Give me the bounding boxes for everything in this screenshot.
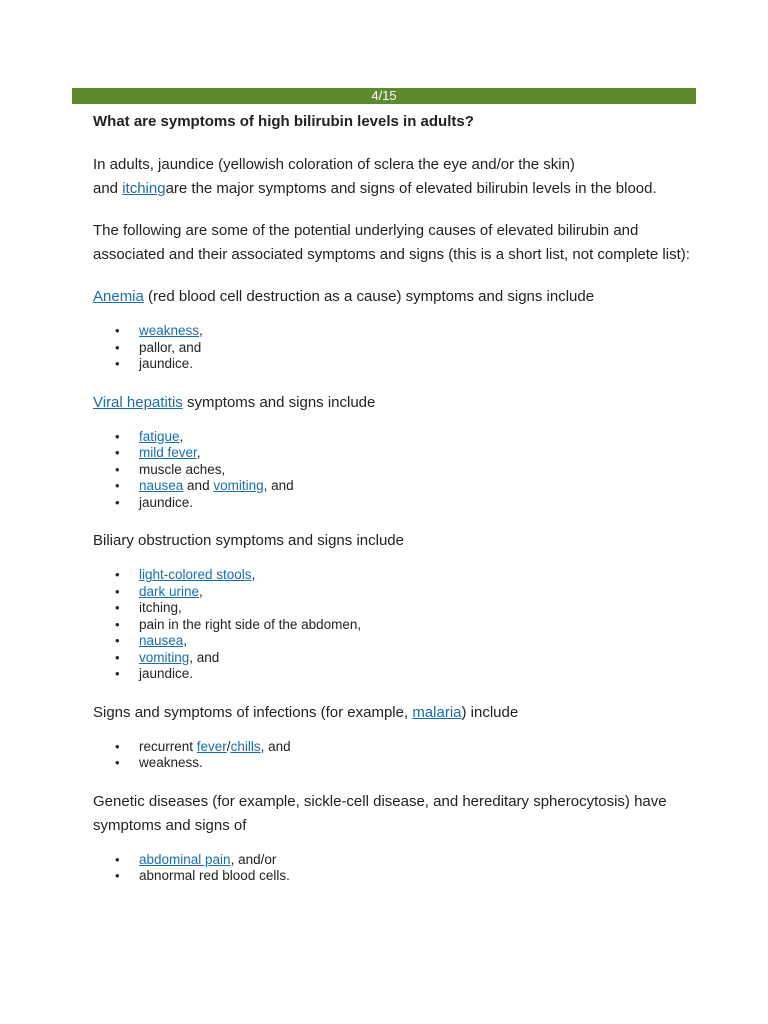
list-item: • muscle aches, — [139, 462, 693, 479]
anemia-text: (red blood cell destruction as a cause) symptoms and signs include — [143, 288, 595, 305]
list-item-suffix: , — [251, 567, 256, 582]
dark-urine-link[interactable]: dark urine — [139, 583, 200, 599]
slash-text: / — [226, 738, 231, 754]
list-item: • pain in the right side of the abdomen, — [139, 617, 693, 634]
anemia-list — [93, 323, 693, 373]
list-item: • pallor, and — [139, 340, 693, 357]
intro-paragraph — [93, 153, 693, 201]
viral-hepatitis-link[interactable]: Viral hepatitis — [93, 393, 183, 411]
list-item — [139, 852, 693, 869]
biliary-list — [93, 567, 693, 683]
list-item — [139, 584, 693, 601]
list-item — [139, 567, 693, 584]
list-item: • abnormal red blood cells. — [139, 868, 693, 885]
list-item-suffix: , — [183, 633, 188, 648]
list-item: • jaundice. — [139, 356, 693, 373]
list-item-suffix: , and — [189, 649, 220, 665]
infections-paragraph — [93, 701, 693, 725]
list-item-suffix: , and — [263, 478, 294, 493]
list-item-suffix: , — [199, 583, 203, 599]
vomiting-link[interactable]: vomiting — [139, 649, 190, 665]
list-item — [139, 323, 693, 340]
list-item — [139, 650, 693, 667]
list-item — [139, 633, 693, 650]
hepatitis-text: symptoms and signs include — [182, 393, 376, 411]
list-item: • jaundice. — [139, 666, 693, 683]
section-heading: What are symptoms of high bilirubin levels in adults? — [93, 113, 474, 130]
chills-link[interactable]: chills — [230, 738, 261, 754]
causes-intro-paragraph: The following are some of the potential underlying causes of elevated bilirubin and associated and their associated symptoms and signs (this is a short list, not complete list): — [93, 222, 690, 263]
mild-fever-link[interactable]: mild fever — [139, 445, 197, 460]
genetic-list — [93, 852, 693, 885]
infections-suffix: ) include — [461, 703, 519, 721]
fatigue-link[interactable]: fatigue — [139, 428, 180, 444]
intro-line1: In adults, jaundice (yellowish coloration of sclera the eye and/or the skin) — [93, 156, 575, 173]
article-body — [93, 111, 693, 885]
biliary-paragraph: Biliary obstruction symptoms and signs include — [93, 532, 404, 549]
nausea-link[interactable]: nausea — [139, 633, 184, 648]
vomiting-link[interactable]: vomiting — [213, 478, 264, 493]
page-indicator: 4/15 — [371, 88, 397, 103]
fever-link[interactable]: fever — [196, 738, 227, 754]
list-item: • jaundice. — [139, 495, 693, 512]
abdominal-pain-link[interactable]: abdominal pain — [139, 851, 231, 867]
list-item — [139, 478, 693, 495]
list-item: • itching, — [139, 600, 693, 617]
page-indicator-bar — [72, 88, 696, 104]
infections-prefix: Signs and symptoms of infections (for example, — [93, 703, 413, 721]
recurrent-text: recurrent — [139, 738, 197, 754]
intro-line2-suffix: are the major symptoms and signs of elevated bilirubin levels in the blood. — [165, 180, 657, 197]
malaria-link[interactable]: malaria — [412, 703, 462, 721]
weakness-link[interactable]: weakness — [139, 323, 200, 338]
list-item-suffix: , and/or — [230, 851, 277, 867]
list-item-suffix: , — [199, 323, 203, 338]
light-colored-stools-link[interactable]: light-colored stools — [139, 567, 252, 582]
anemia-paragraph — [93, 285, 693, 309]
list-item: • weakness. — [139, 755, 693, 772]
list-item-and: and — [183, 478, 214, 493]
genetic-paragraph: Genetic diseases (for example, sickle-cell disease, and hereditary spherocytosis) have symptoms and signs of — [93, 792, 667, 834]
list-item — [139, 445, 693, 462]
hepatitis-paragraph — [93, 391, 693, 415]
itching-link[interactable]: itching — [122, 180, 166, 197]
intro-line2-prefix: and — [93, 180, 123, 197]
list-item — [139, 429, 693, 446]
infections-list — [93, 739, 693, 772]
hepatitis-list — [93, 429, 693, 512]
anemia-link[interactable]: Anemia — [93, 288, 144, 305]
list-item-suffix: , and — [260, 738, 291, 754]
nausea-link[interactable]: nausea — [139, 478, 184, 493]
list-item-suffix: , — [196, 445, 201, 460]
list-item — [139, 739, 693, 756]
list-item-suffix: , — [179, 428, 184, 444]
